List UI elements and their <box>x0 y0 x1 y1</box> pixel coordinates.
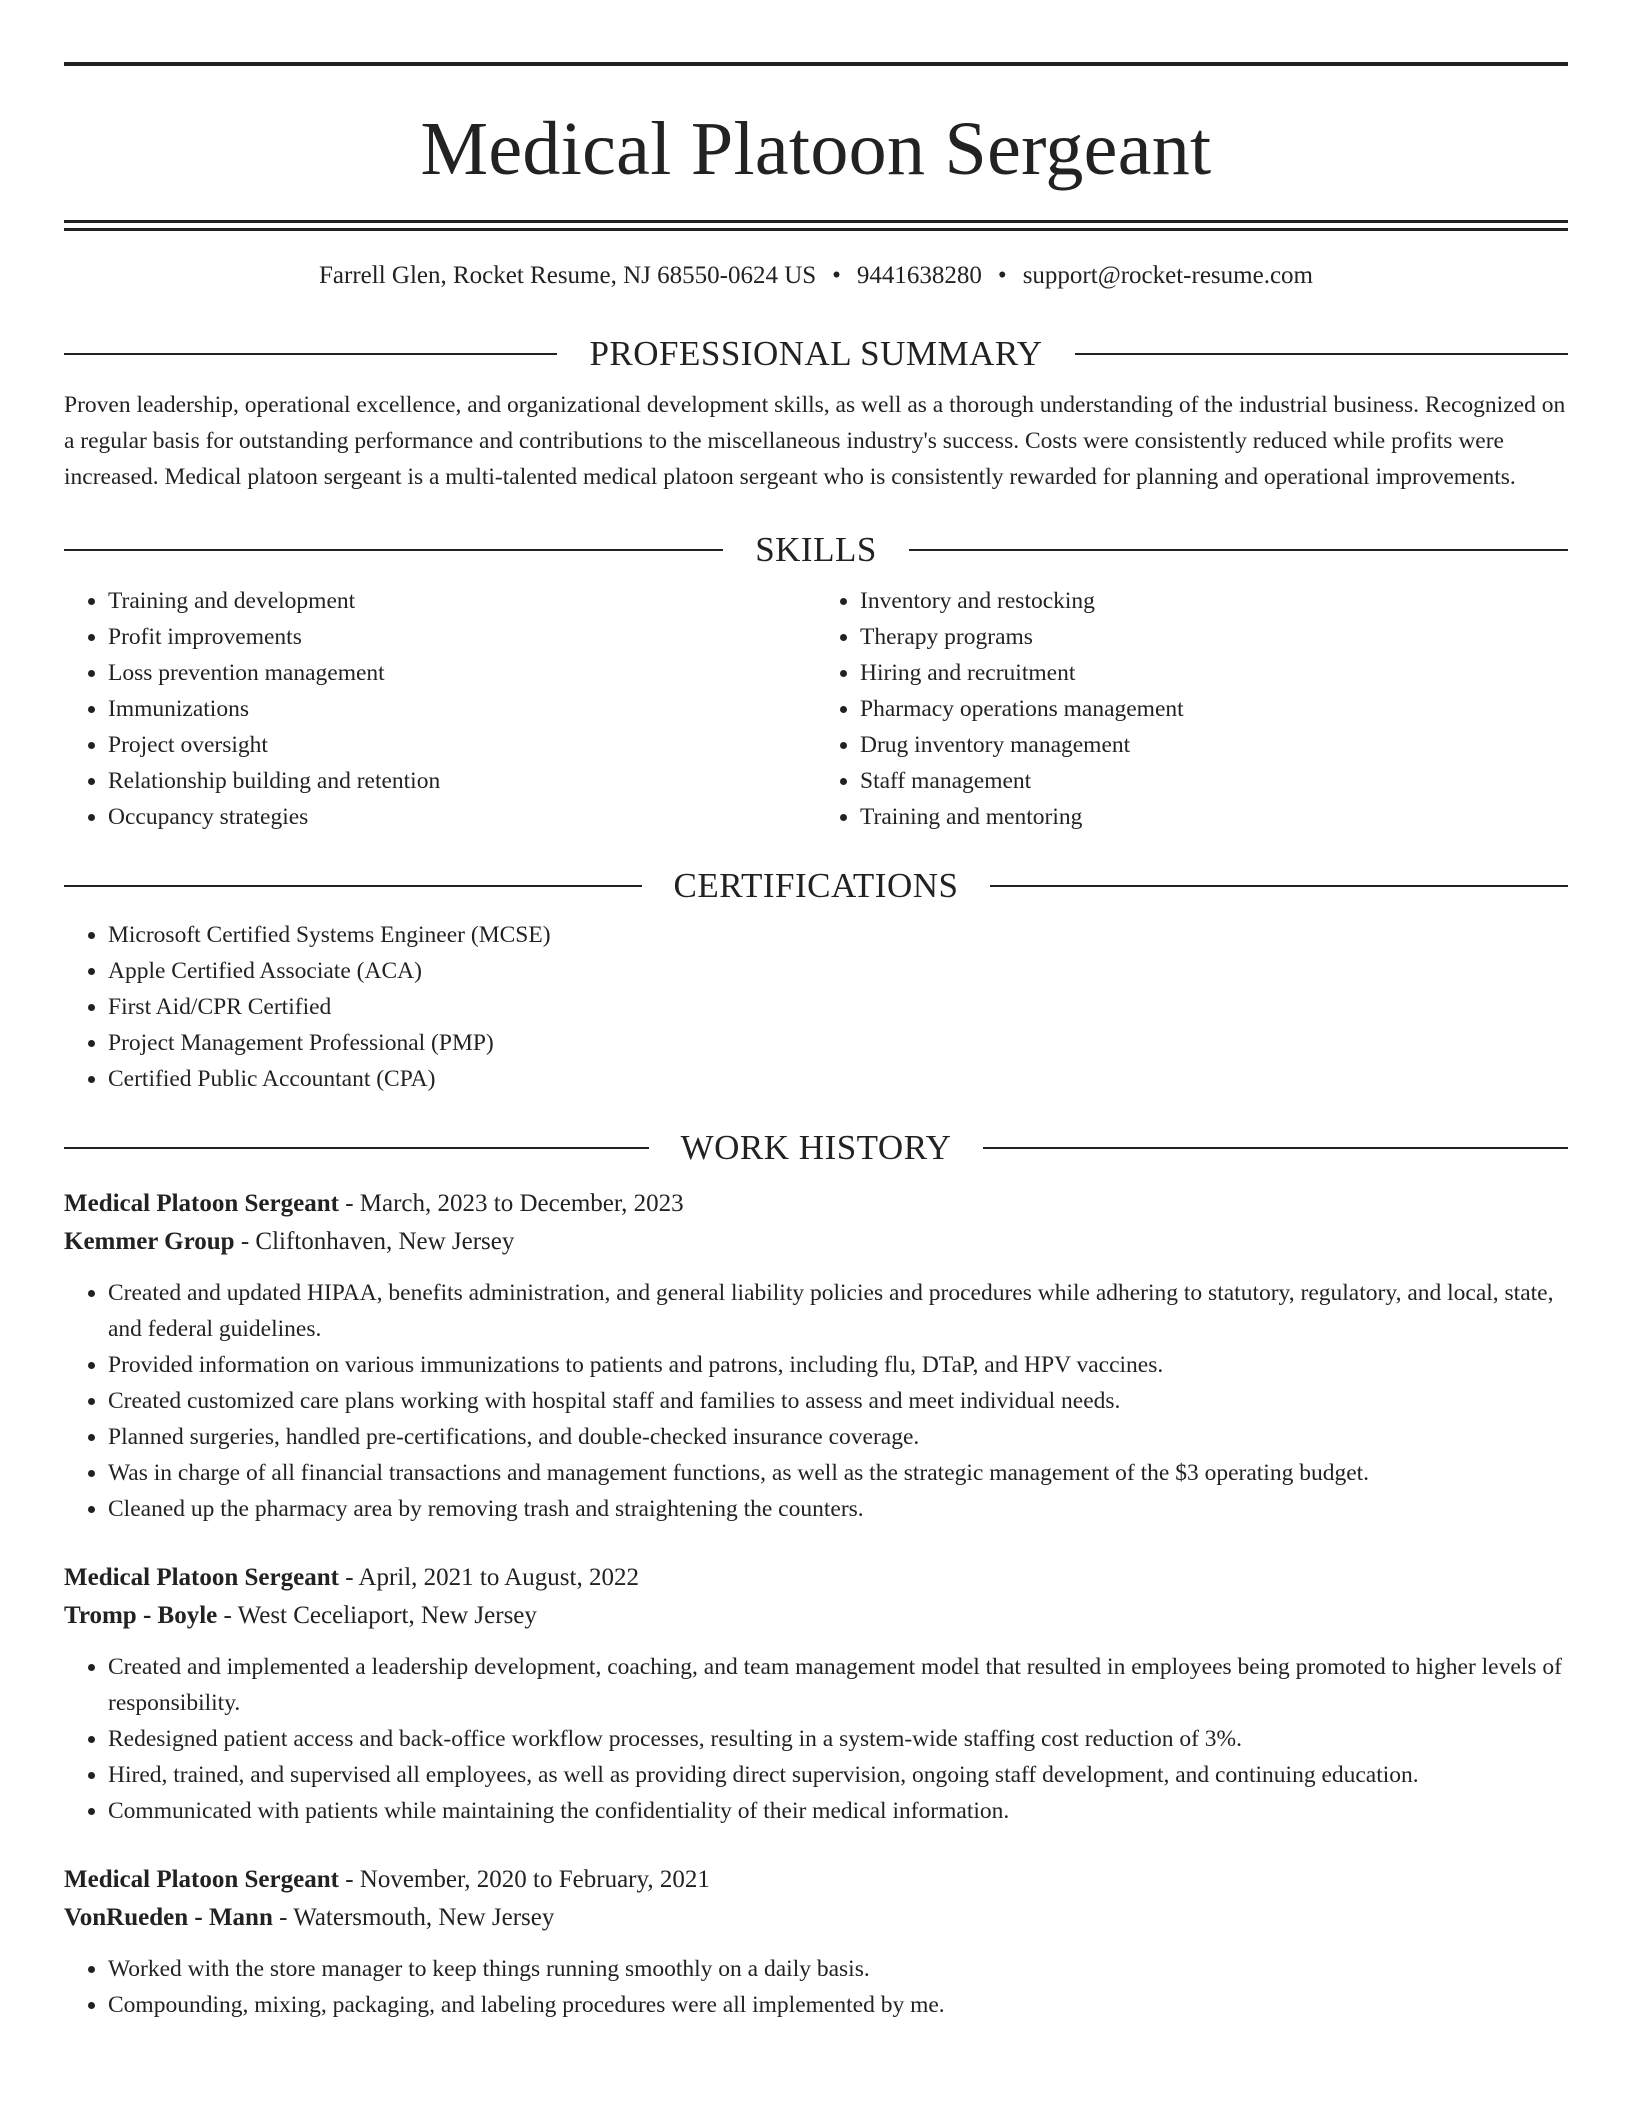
job-role: Medical Platoon Sergeant <box>64 1190 339 1217</box>
skill-item: • Drug inventory management <box>860 727 1568 763</box>
heading-label: CERTIFICATIONS <box>673 866 959 905</box>
certification-item: • Apple Certified Associate (ACA) <box>108 953 1568 989</box>
skill-item: • Training and development <box>108 583 816 619</box>
job-entry <box>64 1185 1568 1527</box>
job-company: Tromp - Boyle <box>64 1602 218 1629</box>
heading-rule-left <box>64 353 557 355</box>
skill-item: • Staff management <box>860 763 1568 799</box>
heading-rule-right <box>909 549 1568 551</box>
heading-rule-left <box>64 885 642 887</box>
certifications-list <box>64 917 1568 1097</box>
job-location: - West Ceceliaport, New Jersey <box>217 1602 537 1629</box>
certification-item: • Project Management Professional (PMP) <box>108 1025 1568 1061</box>
heading-rule-right <box>1075 353 1568 355</box>
skill-item: • Training and mentoring <box>860 799 1568 835</box>
heading-label: WORK HISTORY <box>680 1128 952 1167</box>
job-dates: - March, 2023 to December, 2023 <box>338 1190 684 1217</box>
skill-item: • Inventory and restocking <box>860 583 1568 619</box>
job-bullet: • Was in charge of all financial transactions and management functions, as well as the strategic management of the $3 operating budget. <box>108 1455 1568 1491</box>
job-company-line <box>64 1597 1568 1635</box>
heading-rule-right <box>990 885 1568 887</box>
contact-phone: 9441638280 <box>856 262 982 289</box>
skill-item: • Occupancy strategies <box>108 799 816 835</box>
contact-separator: • <box>832 262 841 289</box>
skill-item: • Relationship building and retention <box>108 763 816 799</box>
top-rule <box>64 62 1568 66</box>
job-bullet: • Communicated with patients while maintaining the confidentiality of their medical information. <box>108 1793 1568 1829</box>
skills-list-left <box>64 583 816 835</box>
section-heading-skills <box>64 529 1568 571</box>
certification-item: • First Aid/CPR Certified <box>108 989 1568 1025</box>
job-bullet: • Created and updated HIPAA, benefits administration, and general liability policies and procedures while adhering to statutory, regulatory, and local, state, and federal guidelines. <box>108 1275 1568 1347</box>
job-dates: - November, 2020 to February, 2021 <box>338 1866 710 1893</box>
contact-email: support@rocket-resume.com <box>1022 262 1313 289</box>
certification-item: • Microsoft Certified Systems Engineer (MCSE) <box>108 917 1568 953</box>
certification-item: • Certified Public Accountant (CPA) <box>108 1061 1568 1097</box>
job-bullet: • Created and implemented a leadership development, coaching, and team management model that resulted in employees being promoted to higher levels of responsibility. <box>108 1649 1568 1721</box>
job-location: - Watersmouth, New Jersey <box>272 1904 555 1931</box>
resume-page <box>64 62 1568 2023</box>
skill-item: • Therapy programs <box>860 619 1568 655</box>
job-bullet: • Redesigned patient access and back-office workflow processes, resulting in a system-wide staffing cost reduction of 3%. <box>108 1721 1568 1757</box>
heading-label: SKILLS <box>755 530 877 569</box>
title-double-rule <box>64 220 1568 223</box>
heading-rule-left <box>64 549 723 551</box>
job-role: Medical Platoon Sergeant <box>64 1564 339 1591</box>
job-bullet: • Created customized care plans working with hospital staff and families to assess and meet individual needs. <box>108 1383 1568 1419</box>
job-bullet: • Provided information on various immunizations to patients and patrons, including flu, DTaP, and HPV vaccines. <box>108 1347 1568 1383</box>
contact-separator: • <box>997 262 1007 289</box>
section-heading-summary <box>64 333 1568 375</box>
job-title-line <box>64 1861 1568 1899</box>
job-bullet: • Cleaned up the pharmacy area by removing trash and straightening the counters. <box>108 1491 1568 1527</box>
job-role: Medical Platoon Sergeant <box>64 1866 339 1893</box>
resume-title: Medical Platoon Sergeant <box>420 107 1212 191</box>
job-entry <box>64 1559 1568 1829</box>
job-bullet: • Worked with the store manager to keep things running smoothly on a daily basis. <box>108 1951 1568 1987</box>
skill-item: • Pharmacy operations management <box>860 691 1568 727</box>
skill-item: • Immunizations <box>108 691 816 727</box>
contact-address: Farrell Glen, Rocket Resume, NJ 68550-0624 US <box>319 262 817 289</box>
skill-item: • Hiring and recruitment <box>860 655 1568 691</box>
job-bullets <box>64 1275 1568 1527</box>
job-bullet: • Planned surgeries, handled pre-certifications, and double-checked insurance coverage. <box>108 1419 1568 1455</box>
summary-text: Proven leadership, operational excellence, and organizational development skills, as well as a thorough understanding of the industrial business. Recognized on a regular basis for outstanding performance and contributions to the miscellaneous industry's success. Costs were consistently reduced while profits were increased. Medical platoon sergeant is a multi-talented medical platoon sergeant who is consistently rewarded for planning and operational improvements. <box>64 392 1566 490</box>
skills-list-right <box>816 583 1568 835</box>
job-company: VonRueden - Mann <box>64 1904 273 1931</box>
job-dates: - April, 2021 to August, 2022 <box>338 1564 639 1591</box>
heading-label: PROFESSIONAL SUMMARY <box>589 334 1043 373</box>
skill-item: • Project oversight <box>108 727 816 763</box>
job-bullets <box>64 1649 1568 1829</box>
job-entry <box>64 1861 1568 2023</box>
contact-line <box>64 259 1568 293</box>
skill-item: • Loss prevention management <box>108 655 816 691</box>
section-heading-certifications <box>64 865 1568 907</box>
job-bullet: • Compounding, mixing, packaging, and labeling procedures were all implemented by me. <box>108 1987 1568 2023</box>
job-location: - Cliftonhaven, New Jersey <box>234 1228 515 1255</box>
job-company: Kemmer Group <box>64 1228 235 1255</box>
skills-grid <box>64 583 1568 835</box>
job-title-line <box>64 1185 1568 1223</box>
job-bullets <box>64 1951 1568 2023</box>
job-bullet: • Hired, trained, and supervised all employees, as well as providing direct supervision, ongoing staff development, and continuing education. <box>108 1757 1568 1793</box>
skill-item: • Profit improvements <box>108 619 816 655</box>
job-company-line <box>64 1223 1568 1261</box>
section-heading-work-history <box>64 1127 1568 1169</box>
job-title-line <box>64 1559 1568 1597</box>
job-company-line <box>64 1899 1568 1937</box>
heading-rule-right <box>983 1147 1568 1149</box>
heading-rule-left <box>64 1147 649 1149</box>
